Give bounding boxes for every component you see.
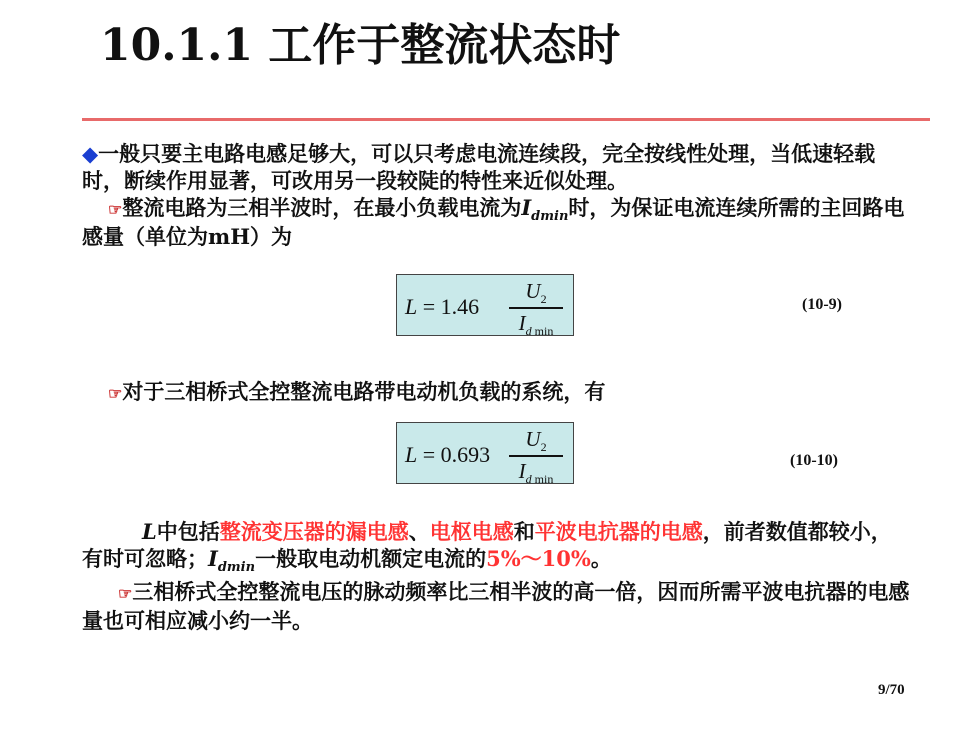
title-underline <box>82 118 930 121</box>
formula-box-10-10 <box>396 422 574 484</box>
paragraph-text: 整流电路为三相半波时，在最小负载电流为 <box>122 195 522 220</box>
paragraph-text: 时，为保证电流连续所需的主回路电感量（单位为mH）为 <box>82 195 905 249</box>
page-number: 9/70 <box>878 682 905 698</box>
paragraph-text: 三相桥式全控整流电压的脉动频率比三相半波的高一倍，因而所需平波电抗器的电感量也可相应减小约一半。 <box>82 579 910 633</box>
paragraph-text: 和 <box>513 519 535 544</box>
variable-i: I <box>208 546 218 571</box>
equation-number: (10-10) <box>790 452 838 469</box>
variable-subscript: dmin <box>531 209 569 225</box>
formula-lhs: L = 0.693 <box>405 442 491 467</box>
highlight-percentage: 5%～10% <box>486 546 591 571</box>
paragraph-inductance-components <box>82 518 912 576</box>
paragraph-text: 。 <box>590 546 612 571</box>
paragraph-text: 中包括 <box>156 519 220 544</box>
slide-title: 10.1.1 工作于整流状态时 <box>100 20 621 71</box>
variable-i: I <box>521 195 532 220</box>
paragraph-text: 一般只要主电路电感足够大，可以只考虑电流连续段，完全按线性处理，当低速轻载时，断续作用显著，可改用另一段较陡的特性来近似处理。 <box>82 141 876 193</box>
pointing-hand-icon: ☞ <box>118 584 133 603</box>
diamond-bullet-icon: ◆ <box>82 141 99 166</box>
formula-fraction: $U_2$ $I_{d min}$ <box>509 427 563 487</box>
pointing-hand-icon: ☞ <box>108 200 123 219</box>
paragraph-text: ，前者数值都较小，有时可忽略； <box>82 519 892 571</box>
equation-number: (10-9) <box>802 296 842 313</box>
paragraph-linear-processing <box>82 140 912 194</box>
highlight-smoothing-reactor: 平波电抗器的电感 <box>534 519 703 544</box>
pointing-hand-icon: ☞ <box>108 384 123 403</box>
paragraph-ripple-frequency <box>82 578 912 634</box>
variable-subscript: dmin <box>217 560 256 576</box>
paragraph-text: 对于三相桥式全控整流电路带电动机负载的系统，有 <box>122 379 606 404</box>
highlight-armature-inductance: 电枢电感 <box>429 519 514 544</box>
formula-lhs: L = 1.46 <box>405 294 480 319</box>
formula-fraction: $U_2$ $I_{d min}$ <box>509 279 563 339</box>
paragraph-text: 一般取电动机额定电流的 <box>255 546 487 571</box>
highlight-transformer-leakage: 整流变压器的漏电感 <box>219 519 409 544</box>
variable-l: L <box>142 519 157 544</box>
paragraph-text: 、 <box>408 519 430 544</box>
paragraph-half-wave <box>82 194 912 250</box>
formula-box-10-9 <box>396 274 574 336</box>
paragraph-bridge-motor <box>82 378 912 407</box>
